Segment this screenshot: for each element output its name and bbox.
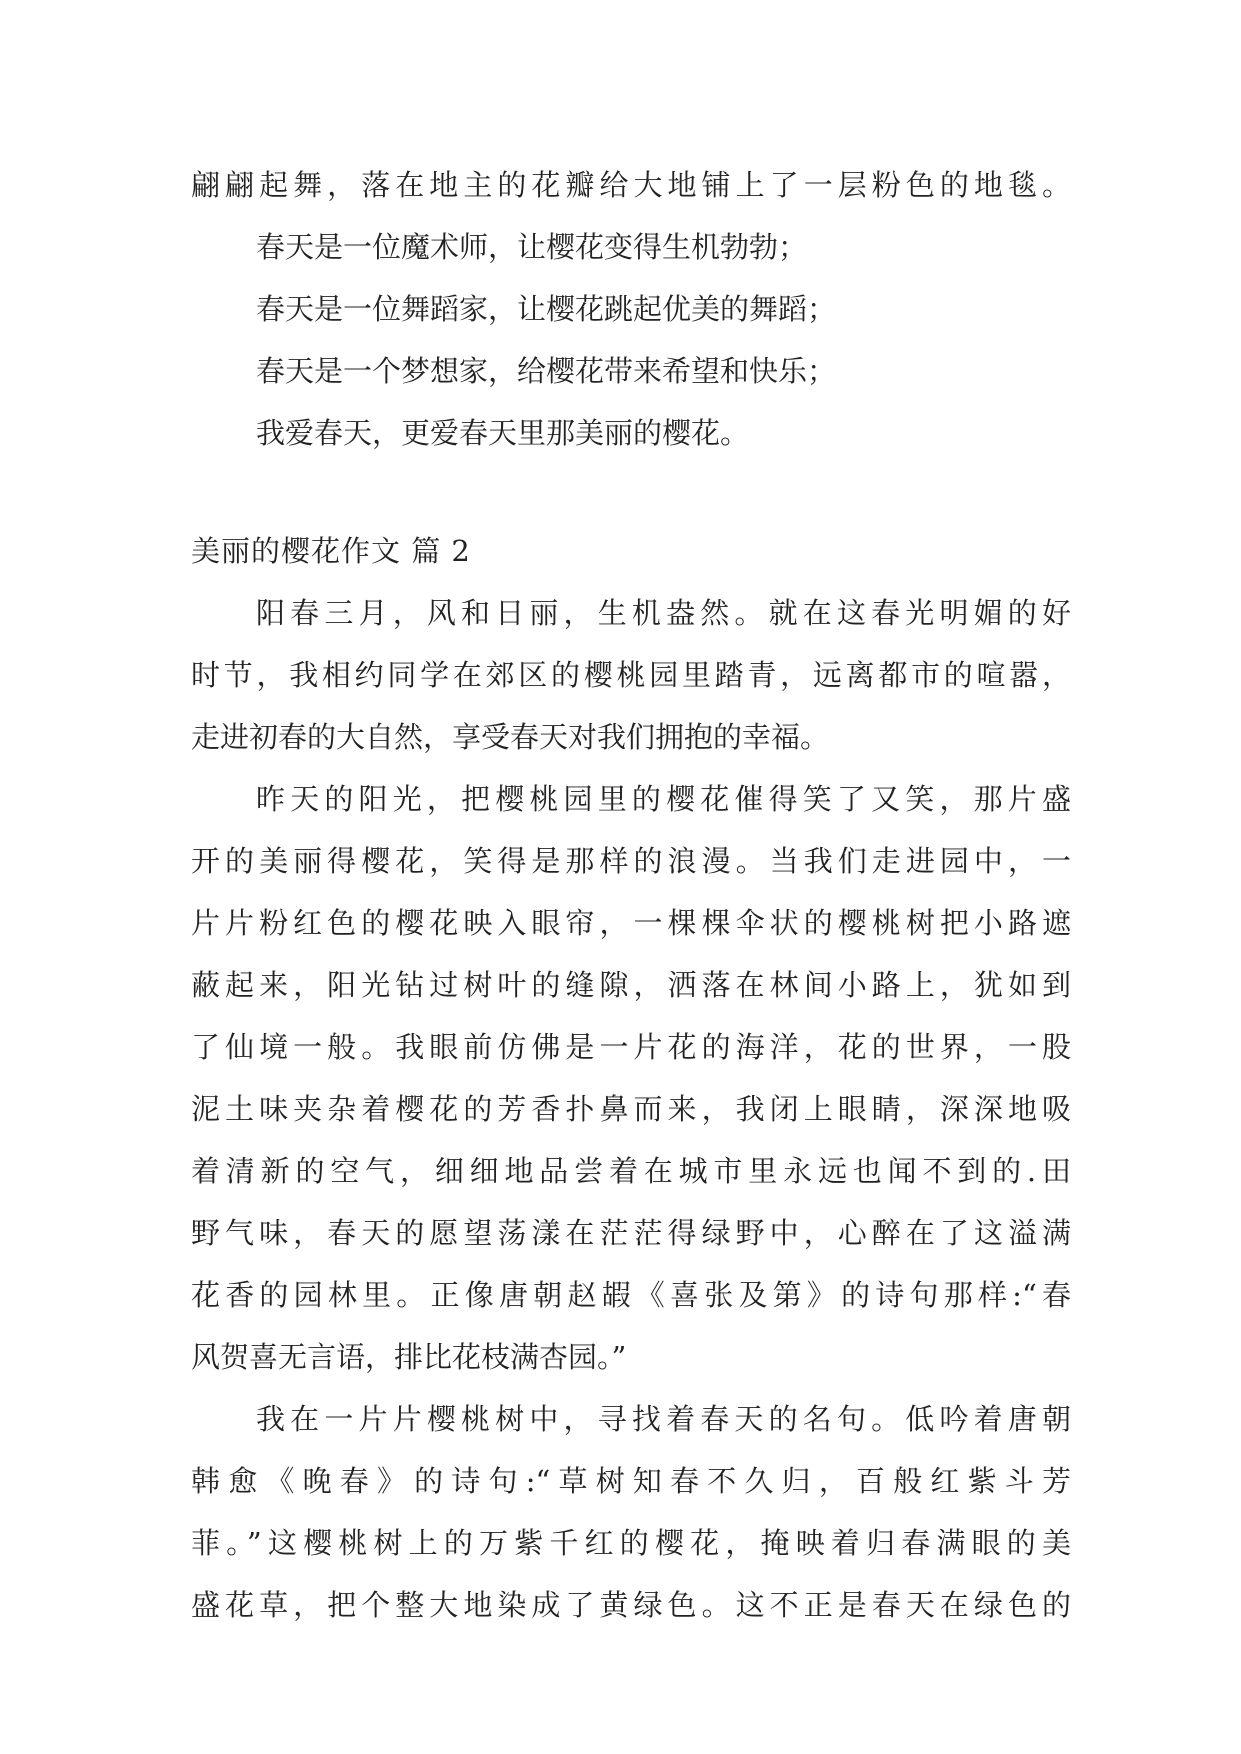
paragraph-line: 时节，我相约同学在郊区的樱桃园里踏青，远离都市的喧嚣， [191, 658, 1071, 692]
paragraph-line: 菲。”这樱桃树上的万紫千红的樱花，掩映着归春满眼的美 [191, 1526, 1071, 1560]
paragraph-line: 昨天的阳光，把樱桃园里的樱花催得笑了又笑，那片盛 [256, 782, 1071, 816]
paragraph-line: 盛花草，把个整大地染成了黄绿色。这不正是春天在绿色的 [191, 1588, 1071, 1622]
paragraph-line: 走进初春的大自然，享受春天对我们拥抱的幸福。 [191, 720, 830, 754]
paragraph-line: 花香的园林里。正像唐朝赵嘏《喜张及第》的诗句那样:“春 [191, 1278, 1071, 1312]
paragraph-line: 春天是一位舞蹈家，让樱花跳起优美的舞蹈； [256, 292, 837, 326]
paragraph-line: 了仙境一般。我眼前仿佛是一片花的海洋，花的世界，一股 [191, 1030, 1071, 1064]
section-title: 美丽的樱花作文 篇 2 [191, 534, 471, 568]
paragraph-line: 野气味，春天的愿望荡漾在茫茫得绿野中，心醉在了这溢满 [191, 1216, 1071, 1250]
paragraph-line: 蔽起来，阳光钻过树叶的缝隙，洒落在林间小路上，犹如到 [191, 968, 1071, 1002]
paragraph-line: 我爱春天，更爱春天里那美丽的樱花。 [256, 416, 750, 450]
paragraph-line: 风贺喜无言语，排比花枝满杏园。” [191, 1340, 627, 1374]
paragraph-line: 韩愈《晚春》的诗句:“草树知春不久归，百般红紫斗芳 [191, 1464, 1071, 1498]
paragraph-line: 片片粉红色的樱花映入眼帘，一棵棵伞状的樱桃树把小路遮 [191, 906, 1071, 940]
paragraph-line: 泥土味夹杂着樱花的芳香扑鼻而来，我闭上眼睛，深深地吸 [191, 1092, 1071, 1126]
paragraph-line: 我在一片片樱桃树中，寻找着春天的名句。低吟着唐朝 [256, 1402, 1071, 1436]
paragraph-line: 阳春三月，风和日丽，生机盎然。就在这春光明媚的好 [256, 596, 1071, 630]
paragraph-line: 翩翩起舞，落在地主的花瓣给大地铺上了一层粉色的地毯。 [191, 168, 1071, 202]
paragraph-line: 春天是一位魔术师，让樱花变得生机勃勃； [256, 230, 808, 264]
paragraph-line: 春天是一个梦想家，给樱花带来希望和快乐； [256, 354, 837, 388]
paragraph-line: 着清新的空气，细细地品尝着在城市里永远也闻不到的.田 [191, 1154, 1071, 1188]
paragraph-line: 开的美丽得樱花，笑得是那样的浪漫。当我们走进园中，一 [191, 844, 1071, 878]
